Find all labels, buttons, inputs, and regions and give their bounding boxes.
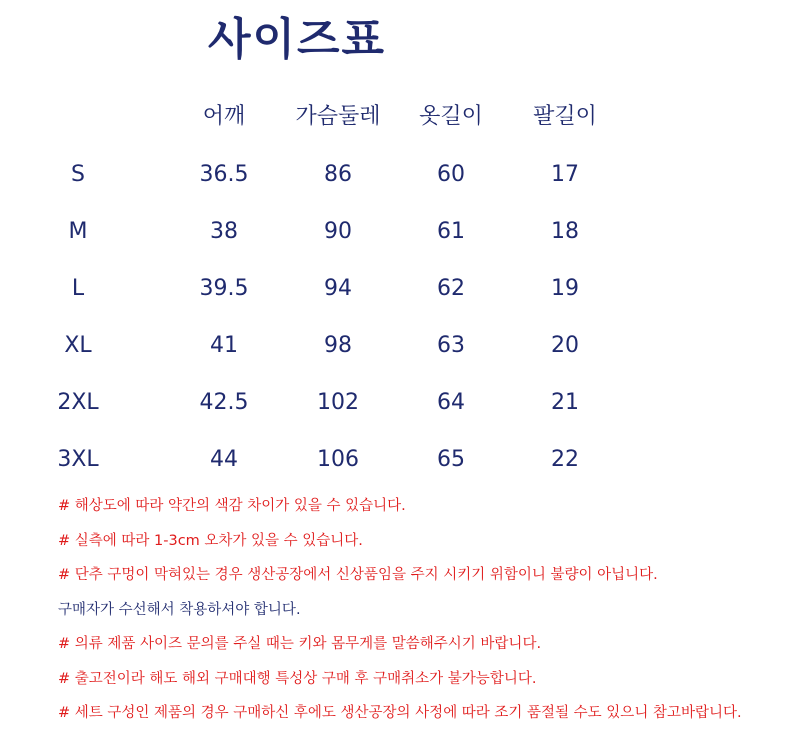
table-cell-shoulder: 41 [210,333,238,358]
notice-color-difference: # 해상도에 따라 약간의 색감 차이가 있을 수 있습니다. [58,498,406,514]
table-cell-length: 65 [437,447,465,472]
table-cell-chest: 102 [317,390,359,415]
notice-buttonhole: # 단추 구멍이 막혀있는 경우 생산공장에서 신상품임을 주지 시키기 위함이니 불량이 아닙니다. [58,567,658,583]
table-cell-chest: 90 [324,219,352,244]
table-cell-chest: 106 [317,447,359,472]
table-cell-sleeve: 22 [551,447,579,472]
table-cell-sleeve: 19 [551,276,579,301]
notice-no-cancellation: # 출고전이라 해도 해외 구매대행 특성상 구매 후 구매취소가 불가능합니다. [58,670,537,687]
row-label-size: M [68,219,88,244]
column-header-length: 옷길이 [419,104,483,129]
notice-size-inquiry: # 의류 제품 사이즈 문의를 주실 때는 키와 몸무게를 말씀해주시기 바랍니다. [58,636,542,652]
row-label-size: 2XL [57,390,99,415]
table-cell-sleeve: 21 [551,390,579,415]
table-cell-chest: 98 [324,333,352,358]
column-header-chest: 가슴둘레 [295,104,381,129]
column-header-shoulder: 어깨 [202,104,246,129]
table-cell-length: 64 [437,390,465,415]
notice-buttonhole-repair: 구매자가 수선해서 착용하셔야 합니다. [58,601,301,618]
table-cell-shoulder: 36.5 [199,162,249,187]
table-cell-chest: 86 [324,162,352,187]
table-cell-sleeve: 20 [551,333,579,358]
table-cell-shoulder: 44 [210,447,238,472]
table-cell-shoulder: 42.5 [199,390,249,415]
table-cell-shoulder: 38 [210,219,238,244]
page-title: 사이즈표 [208,14,387,65]
row-label-size: 3XL [57,447,99,472]
table-cell-length: 61 [437,219,465,244]
table-cell-shoulder: 39.5 [199,276,249,301]
row-label-size: XL [64,333,92,358]
row-label-size: S [71,162,85,187]
table-cell-length: 63 [437,333,465,358]
row-label-size: L [71,276,85,301]
notice-measurement-error: # 실측에 따라 1-3cm 오차가 있을 수 있습니다. [58,532,363,549]
table-cell-length: 60 [437,162,465,187]
table-cell-sleeve: 17 [551,162,579,187]
notice-set-soldout: # 세트 구성인 제품의 경우 구매하신 후에도 생산공장의 사정에 따라 조기 품절될 수도 있으니 참고바랍니다. [58,705,742,721]
table-cell-sleeve: 18 [551,219,579,244]
column-header-sleeve: 팔길이 [533,104,597,129]
table-cell-length: 62 [437,276,465,301]
table-cell-chest: 94 [324,276,352,301]
notice-list [58,489,798,731]
